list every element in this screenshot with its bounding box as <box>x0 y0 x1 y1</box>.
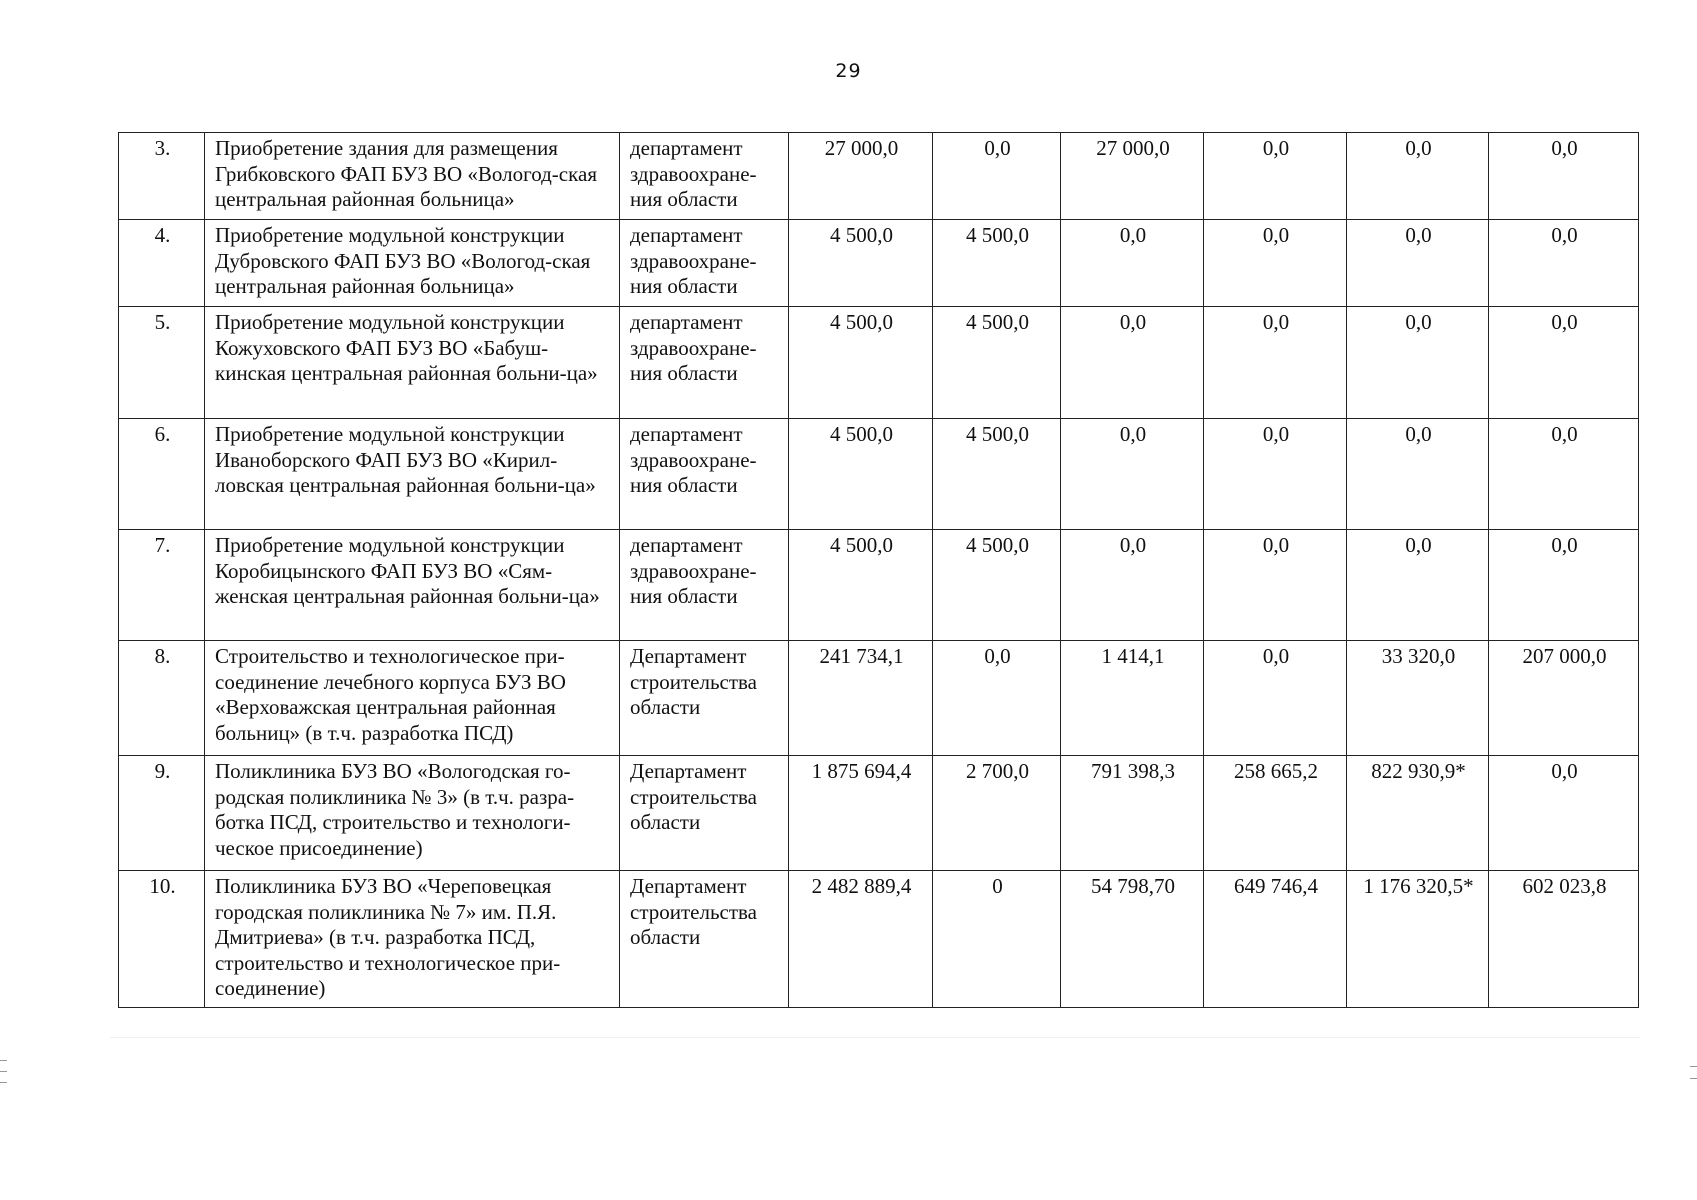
table-cell-v6: 207 000,0 <box>1489 641 1639 756</box>
table-cell-v1: 4 500,0 <box>789 307 933 419</box>
table-cell-v3: 0,0 <box>1061 530 1204 641</box>
table-cell-v1: 1 875 694,4 <box>789 756 933 871</box>
table-cell-num: 9. <box>119 756 205 871</box>
table-cell-v6: 0,0 <box>1489 530 1639 641</box>
table-cell-num: 7. <box>119 530 205 641</box>
table-cell-v2: 0,0 <box>933 641 1061 756</box>
table-cell-v1: 241 734,1 <box>789 641 933 756</box>
table-cell-v6: 0,0 <box>1489 220 1639 307</box>
table-cell-v2: 4 500,0 <box>933 220 1061 307</box>
table-row <box>119 307 1639 419</box>
table-cell-v2: 4 500,0 <box>933 307 1061 419</box>
table-cell-dept: департамент здравоохране-ния области <box>620 530 789 641</box>
table-cell-dept: Департамент строительства области <box>620 871 789 1008</box>
table-cell-v4: 258 665,2 <box>1204 756 1347 871</box>
table-row <box>119 133 1639 220</box>
table-cell-num: 10. <box>119 871 205 1008</box>
table-cell-name: Приобретение модульной конструкции Коробицынского ФАП БУЗ ВО «Сям-женская центральная районная больни-ца» <box>205 530 620 641</box>
table-cell-v4: 0,0 <box>1204 133 1347 220</box>
table-row <box>119 641 1639 756</box>
table-cell-v5: 0,0 <box>1347 307 1489 419</box>
table-cell-v3: 54 798,70 <box>1061 871 1204 1008</box>
table-cell-num: 3. <box>119 133 205 220</box>
table-cell-dept: Департамент строительства области <box>620 756 789 871</box>
table-row <box>119 530 1639 641</box>
table-cell-v1: 4 500,0 <box>789 220 933 307</box>
table-cell-name: Приобретение модульной конструкции Кожуховского ФАП БУЗ ВО «Бабуш-кинская центральная районная больни-ца» <box>205 307 620 419</box>
table-cell-num: 4. <box>119 220 205 307</box>
table-cell-name: Приобретение здания для размещения Грибковского ФАП БУЗ ВО «Вологод-ская центральная районная больница» <box>205 133 620 220</box>
table-cell-v3: 0,0 <box>1061 307 1204 419</box>
table-cell-name: Строительство и технологическое при-соединение лечебного корпуса БУЗ ВО «Верховажская центральная районная больниц» (в т.ч. разработка ПСД) <box>205 641 620 756</box>
table-cell-v5: 0,0 <box>1347 220 1489 307</box>
table-cell-v4: 0,0 <box>1204 530 1347 641</box>
edge-mark <box>0 1082 7 1083</box>
table-cell-v1: 2 482 889,4 <box>789 871 933 1008</box>
table-cell-v5: 0,0 <box>1347 133 1489 220</box>
table-cell-v3: 791 398,3 <box>1061 756 1204 871</box>
table-row <box>119 756 1639 871</box>
table-row <box>119 419 1639 530</box>
table-row <box>119 220 1639 307</box>
table-cell-dept: департамент здравоохране-ния области <box>620 133 789 220</box>
table-cell-num: 5. <box>119 307 205 419</box>
table-cell-v6: 0,0 <box>1489 419 1639 530</box>
table-cell-dept: департамент здравоохране-ния области <box>620 419 789 530</box>
table-cell-v4: 0,0 <box>1204 220 1347 307</box>
table-cell-num: 8. <box>119 641 205 756</box>
table-cell-v6: 0,0 <box>1489 307 1639 419</box>
table-cell-dept: департамент здравоохране-ния области <box>620 307 789 419</box>
table-cell-v1: 27 000,0 <box>789 133 933 220</box>
table-cell-v2: 0,0 <box>933 133 1061 220</box>
table-cell-name: Поликлиника БУЗ ВО «Череповецкая городская поликлиника № 7» им. П.Я. Дмитриева» (в т.ч. разработка ПСД, строительство и технологическое при-соединение) <box>205 871 620 1008</box>
table-cell-v5: 33 320,0 <box>1347 641 1489 756</box>
table-cell-dept: департамент здравоохране-ния области <box>620 220 789 307</box>
table-cell-name: Приобретение модульной конструкции Дубровского ФАП БУЗ ВО «Вологод-ская центральная районная больница» <box>205 220 620 307</box>
table-cell-v3: 0,0 <box>1061 220 1204 307</box>
edge-mark <box>0 1071 7 1072</box>
table-cell-v5: 1 176 320,5* <box>1347 871 1489 1008</box>
edge-mark <box>1690 1066 1697 1067</box>
table-cell-v1: 4 500,0 <box>789 419 933 530</box>
table-cell-v5: 0,0 <box>1347 530 1489 641</box>
table-body <box>119 133 1639 1008</box>
table-cell-v2: 0 <box>933 871 1061 1008</box>
table-row <box>119 871 1639 1008</box>
table-cell-v3: 1 414,1 <box>1061 641 1204 756</box>
divider <box>110 1037 1640 1038</box>
table-cell-v6: 0,0 <box>1489 133 1639 220</box>
budget-table <box>118 132 1639 1008</box>
table-cell-v3: 27 000,0 <box>1061 133 1204 220</box>
table-cell-name: Приобретение модульной конструкции Иваноборского ФАП БУЗ ВО «Кирил-ловская центральная районная больни-ца» <box>205 419 620 530</box>
table-cell-v5: 822 930,9* <box>1347 756 1489 871</box>
table-cell-v4: 0,0 <box>1204 419 1347 530</box>
table-cell-v5: 0,0 <box>1347 419 1489 530</box>
table-cell-v4: 0,0 <box>1204 641 1347 756</box>
table-cell-v2: 2 700,0 <box>933 756 1061 871</box>
table-cell-dept: Департамент строительства области <box>620 641 789 756</box>
page-number: 29 <box>835 60 862 82</box>
edge-mark <box>1690 1078 1697 1079</box>
table-cell-name: Поликлиника БУЗ ВО «Вологодская го-родская поликлиника № 3» (в т.ч. разра-ботка ПСД, строительство и технологи-ческое присоединение) <box>205 756 620 871</box>
table-cell-v1: 4 500,0 <box>789 530 933 641</box>
table-cell-v4: 0,0 <box>1204 307 1347 419</box>
table-cell-v4: 649 746,4 <box>1204 871 1347 1008</box>
table-cell-num: 6. <box>119 419 205 530</box>
table-cell-v2: 4 500,0 <box>933 530 1061 641</box>
table-cell-v2: 4 500,0 <box>933 419 1061 530</box>
table-cell-v6: 602 023,8 <box>1489 871 1639 1008</box>
table-cell-v3: 0,0 <box>1061 419 1204 530</box>
table-cell-v6: 0,0 <box>1489 756 1639 871</box>
edge-mark <box>0 1060 7 1061</box>
